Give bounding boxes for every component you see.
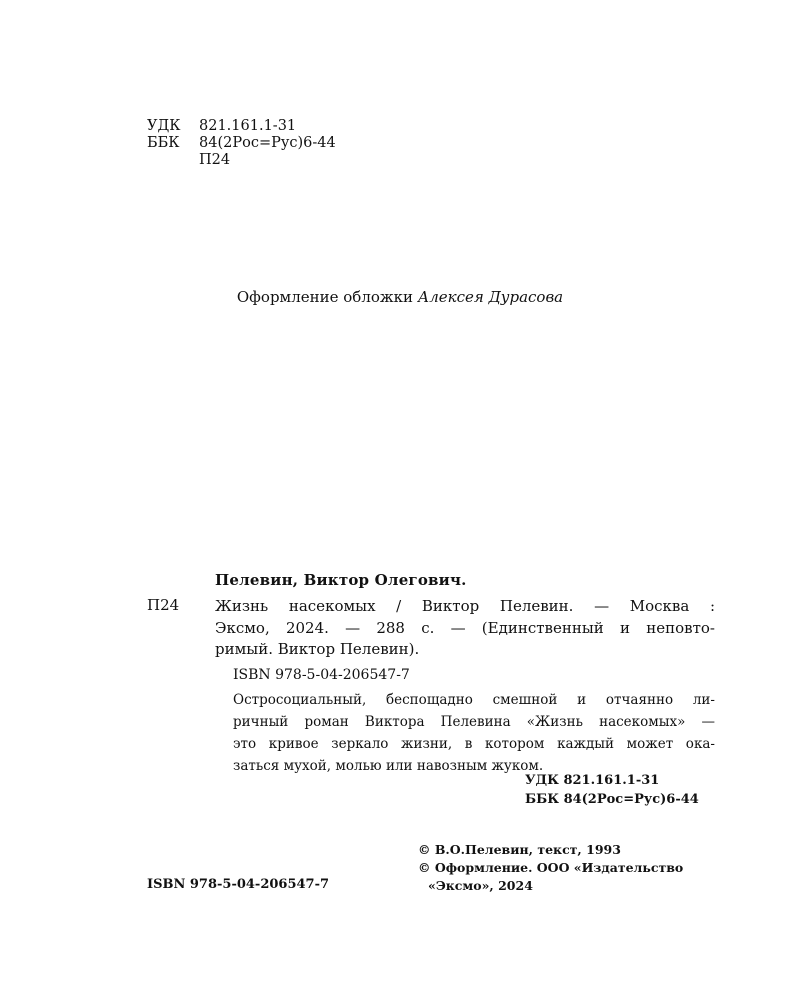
udk-summary: УДК 821.161.1-31 (525, 773, 660, 788)
copyright-design: © Оформление. ООО «Издательство (418, 860, 684, 875)
isbn-bottom: ISBN 978-5-04-206547-7 (147, 877, 330, 892)
cover-credit-prefix: Оформление обложки (236, 288, 414, 306)
annotation-line: Остросоциальный, беспощадно смешной и отчаянно ли- (233, 692, 715, 708)
bbk-summary: ББК 84(2Рос=Рус)6-44 (525, 792, 699, 807)
description-line: Эксмо, 2024. — 288 с. — (Единственный и неповто- (215, 618, 715, 637)
bibliographic-description (215, 596, 715, 661)
annotation-line: это кривое зеркало жизни, в котором каждый может ока- (233, 736, 715, 752)
copyright-text: © В.О.Пелевин, текст, 1993 (418, 842, 621, 857)
description-line: Жизнь насекомых / Виктор Пелевин. — Москва : (215, 597, 715, 615)
isbn: ISBN 978-5-04-206547-7 (233, 667, 410, 683)
udk-value: 821.161.1-31 (199, 118, 297, 134)
bbk-row (147, 135, 336, 152)
copyright-block (418, 841, 683, 895)
bbk-label: ББК (147, 135, 180, 151)
annotation-line: ричный роман Виктора Пелевина «Жизнь насекомых» — (233, 714, 715, 730)
cutter-code: П24 (199, 152, 231, 168)
classification-codes (147, 118, 336, 169)
copyright-publisher: «Эксмо», 2024 (428, 878, 533, 893)
annotation (233, 689, 715, 777)
cover-credit (0, 288, 800, 306)
cutter-row (147, 152, 336, 169)
annotation-line: заться мухой, молью или навозным жуком. (233, 758, 544, 774)
udk-row (147, 118, 336, 135)
description-line: римый. Виктор Пелевин). (215, 640, 420, 658)
bbk-value: 84(2Рос=Рус)6-44 (199, 135, 336, 151)
cover-designer-name: Алексея Дурасова (417, 288, 564, 306)
classification-summary (525, 771, 699, 809)
udk-label: УДК (147, 118, 181, 134)
author-heading: Пелевин, Виктор Олегович. (215, 571, 467, 589)
cutter-mark: П24 (147, 596, 180, 614)
